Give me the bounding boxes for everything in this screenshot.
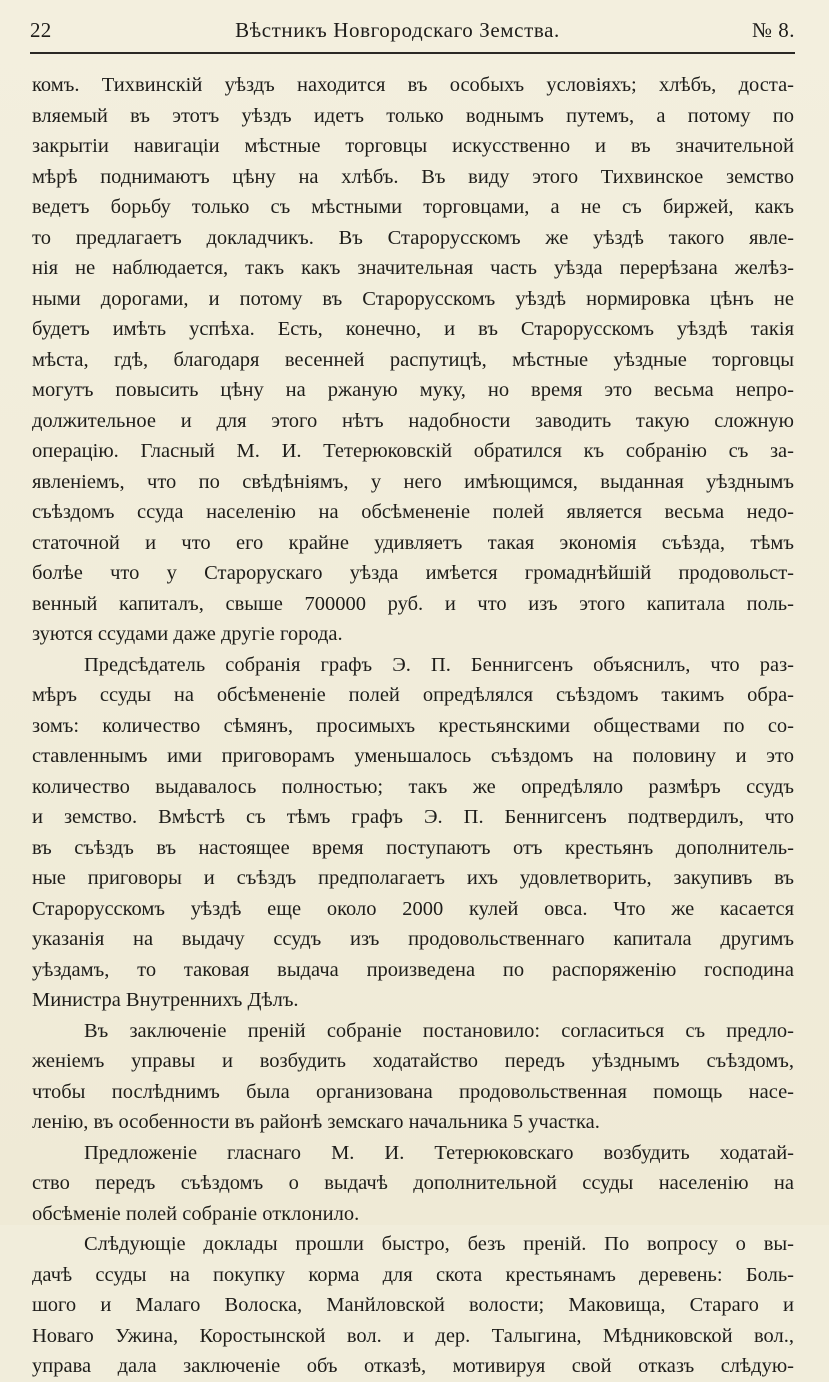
text-line: количество выдавалось полностью; такъ же опредѣляло размѣръ ссудъ <box>32 775 794 798</box>
running-header <box>30 18 795 48</box>
text-line: Слѣдующіе доклады прошли быстро, безъ преній. По вопросу о вы- <box>84 1233 794 1255</box>
text-line: Министра Внутреннихъ Дѣлъ. <box>32 989 299 1011</box>
text-line: Предсѣдатель собранія графъ Э. П. Беннигсенъ объяснилъ, что раз- <box>84 653 794 676</box>
text-line: ные приговоры и съѣздъ предполагаетъ ихъ удовлетворить, закупивъ въ <box>32 867 794 889</box>
text-line: шого и Малаго Волоска, Манйловской волости; Маковища, Стараго и <box>32 1294 794 1316</box>
text-line: закрытіи навигаціи мѣстные торговцы искусственно и въ значительной <box>32 135 794 157</box>
text-line: нія не наблюдается, такъ какъ значительная часть уѣзда перерѣзана желѣз- <box>32 257 794 279</box>
text-line: въ съѣздъ въ настоящее время поступаютъ отъ крестьянъ дополнитель- <box>32 836 794 859</box>
text-line: комъ. Тихвинскій уѣздъ находится въ особыхъ условіяхъ; хлѣбъ, доста- <box>32 74 794 96</box>
text-line: мѣрѣ поднимаютъ цѣну на хлѣбъ. Въ виду этого Тихвинское земство <box>32 165 794 188</box>
text-line: указанія на выдачу ссудъ изъ продовольственнаго капитала другимъ <box>32 928 794 950</box>
text-line: могутъ повысить цѣну на ржаную муку, но время это весьма непро- <box>32 379 794 401</box>
text-line: обсѣменіе полей собраніе отклонило. <box>32 1202 360 1225</box>
text-line: женіемъ управы и возбудить ходатайство передъ уѣзднымъ съѣздомъ, <box>32 1050 794 1072</box>
text-line: и земство. Вмѣстѣ съ тѣмъ графъ Э. П. Беннигсенъ подтвердилъ, что <box>32 806 794 828</box>
text-line: зомъ: количество сѣмянъ, просимыхъ крестьянскими обществами по со- <box>32 714 794 737</box>
header-rule <box>30 52 795 54</box>
text-line: чтобы послѣднимъ была организована продовольственная помощь насе- <box>32 1080 794 1103</box>
text-line: ставленнымъ ими приговорамъ уменьшалось съѣздомъ на половину и это <box>32 745 794 767</box>
text-line: ведетъ борьбу только съ мѣстными торговцами, а не съ биржей, какъ <box>32 196 794 218</box>
text-line: управа дала заключеніе объ отказѣ, мотивируя свой отказъ слѣдую- <box>32 1355 794 1377</box>
text-line: Новаго Ужина, Коростынской вол. и дер. Талыгина, Мѣдниковской вол., <box>32 1324 794 1347</box>
body-text <box>32 70 794 1382</box>
text-line: явленіемъ, что по свѣдѣніямъ, у него имѣющимся, выданная уѣзднымъ <box>32 470 794 493</box>
text-line: зуются ссудами даже другіе города. <box>32 623 343 645</box>
text-line: будетъ имѣть успѣха. Есть, конечно, и въ Старорусскомъ уѣздѣ такія <box>32 318 794 340</box>
text-line: съѣздомъ ссуда населенію на обсѣмененіе полей является весьма недо- <box>32 501 794 523</box>
text-line: должительное и для этого нѣтъ надобности заводить такую сложную <box>32 409 794 432</box>
journal-title: Вѣстникъ Новгородскаго Земства. <box>235 18 560 42</box>
text-line: мѣръ ссуды на обсѣмененіе полей опредѣлялся съѣздомъ такимъ обра- <box>32 684 794 706</box>
text-line: ство передъ съѣздомъ о выдачѣ дополнительной ссуды населенію на <box>32 1172 794 1194</box>
text-line: то предлагаетъ докладчикъ. Въ Старорусскомъ же уѣздѣ такого явле- <box>32 226 794 249</box>
text-line: Старорусскомъ уѣздѣ еще около 2000 кулей овса. Что же касается <box>32 897 794 920</box>
text-line: вляемый въ этотъ уѣздъ идетъ только воднымъ путемъ, а потому по <box>32 104 794 127</box>
text-line: операцію. Гласный М. И. Тетерюковскій обратился къ собранію съ за- <box>32 440 794 462</box>
text-line: дачѣ ссуды на покупку корма для скота крестьянамъ деревень: Боль- <box>32 1263 794 1286</box>
text-line: мѣста, гдѣ, благодаря весенней распутицѣ, мѣстные уѣздные торговцы <box>32 348 794 371</box>
text-line: Предложеніе гласнаго М. И. Тетерюковскаго возбудить ходатай- <box>84 1141 794 1164</box>
issue-number: № 8. <box>751 18 795 42</box>
text-line: уѣздамъ, то таковая выдача произведена по распоряженію господина <box>32 958 794 981</box>
page-number: 22 <box>30 18 52 42</box>
text-line: ными дорогами, и потому въ Старорусскомъ уѣздѣ нормировка цѣнъ не <box>32 287 794 310</box>
text-line: болѣе что у Старорускаго уѣзда имѣется громаднѣйшій продовольст- <box>32 562 794 584</box>
text-line: ленію, въ особенности въ районѣ земскаго начальника 5 участка. <box>32 1111 600 1133</box>
text-line: венный капиталъ, свыше 700000 руб. и что изъ этого капитала поль- <box>32 592 794 615</box>
text-line: Въ заключеніе преній собраніе постановило: согласиться съ предло- <box>84 1019 794 1042</box>
text-line: статочной и что его крайне удивляетъ такая экономія съѣзда, тѣмъ <box>32 531 794 554</box>
